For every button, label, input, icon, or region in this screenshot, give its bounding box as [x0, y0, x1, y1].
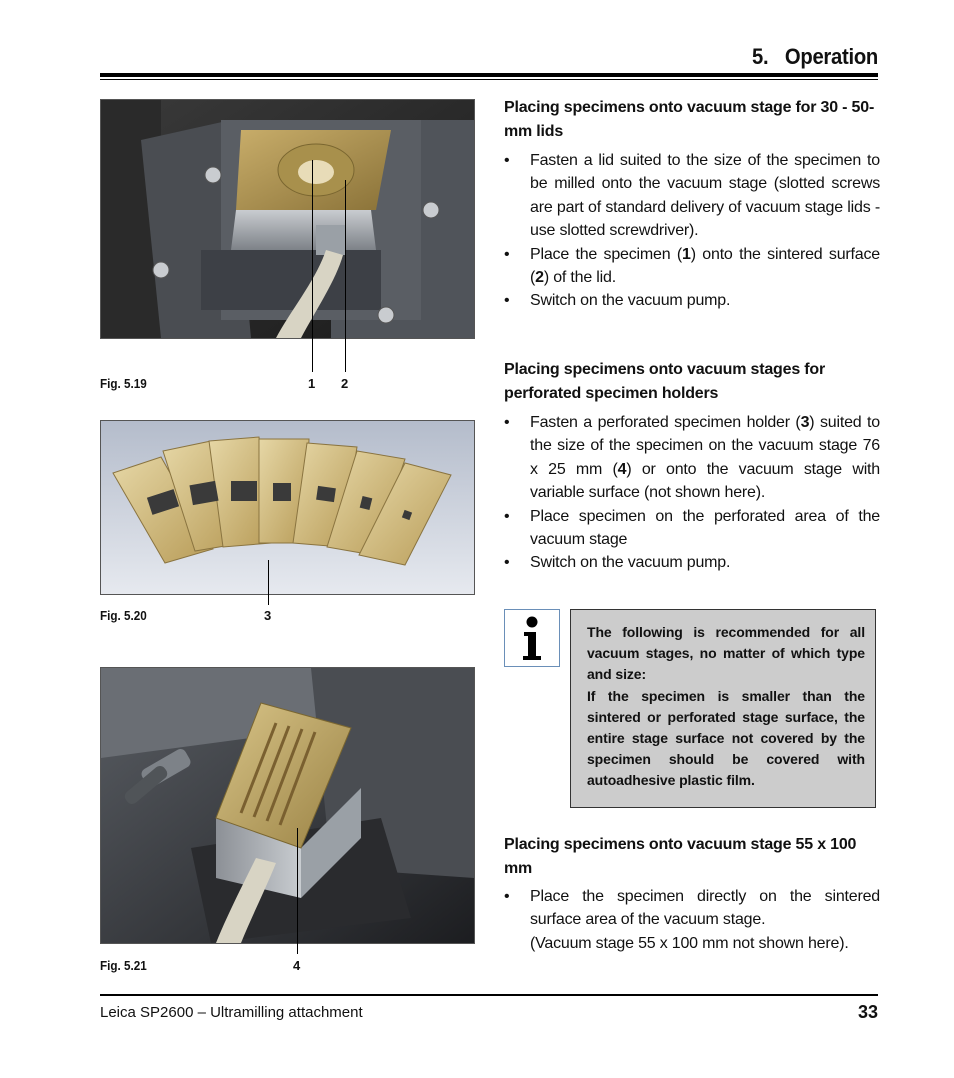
section-header — [622, 44, 878, 70]
callout-1-leader — [312, 160, 313, 372]
figure-5-20-photo — [100, 420, 475, 595]
list-item: • Place the specimen (1) onto the sintered surface (2) of the lid. — [504, 245, 880, 287]
list-item: • Fasten a lid suited to the size of the specimen to be milled onto the vacuum stage (slotted screws are part of standard delivery of vacuum stage lids - use slotted screwdriver). — [504, 152, 880, 240]
figure-5-21-photo — [100, 667, 475, 944]
info-note-line-1: The following is recommended for all vacuum stages, no matter of which type and size: — [587, 624, 865, 683]
list-item: • Place the specimen directly on the sintered surface area of the vacuum stage. (Vacuum stage 55 x 100 mm not shown here). — [504, 888, 880, 952]
callout-3: 3 — [264, 608, 272, 623]
info-note — [570, 609, 876, 808]
bullet-list-section-2 — [504, 411, 880, 575]
info-icon — [504, 609, 560, 667]
list-item: • Switch on the vacuum pump. — [504, 292, 731, 310]
list-item: • Fasten a perforated specimen holder (3) suited to the size of the specimen on the vacuum stage 76 x 25 mm (4) or onto the vacuum stage with variable surface (not shown here). — [504, 414, 881, 502]
callout-1: 1 — [308, 376, 316, 391]
header-rule — [100, 73, 878, 77]
footer-text: Leica SP2600 – Ultramilling attachment — [100, 1004, 363, 1021]
figure-5-19-photo — [100, 99, 475, 339]
section-heading-perforated-holders: Placing specimens onto vacuum stages for perforated specimen holders — [504, 361, 825, 402]
figure-label-5-19: Fig. 5.19 — [100, 376, 147, 391]
page-number: 33 — [857, 1002, 878, 1022]
callout-3-leader — [268, 560, 269, 605]
figure-label-5-21: Fig. 5.21 — [100, 958, 147, 973]
callout-2: 2 — [341, 376, 349, 391]
list-item: • Switch on the vacuum pump. — [504, 554, 731, 572]
figure-label-5-20: Fig. 5.20 — [100, 608, 147, 623]
callout-2-leader — [345, 180, 346, 372]
callout-4: 4 — [293, 958, 301, 973]
list-item: • Place specimen on the perforated area of the vacuum stage — [504, 507, 880, 549]
header-rule-thin — [100, 79, 878, 80]
section-heading-30-50mm-lids: Placing specimens onto vacuum stage for 30 - 50-mm lids — [504, 99, 875, 140]
info-note-line-2: If the specimen is smaller than the sintered or perforated stage surface, the entire stage surface not covered by the specimen should be covered with autoadhesive plastic film. — [587, 687, 865, 789]
bullet-list-section-1 — [504, 149, 880, 313]
section-title: Operation — [784, 44, 878, 69]
footer-rule — [100, 994, 878, 996]
callout-4-leader — [297, 828, 298, 954]
section-heading-55x100-stage: Placing specimens onto vacuum stage 55 x 100 mm — [504, 836, 857, 877]
bullet-list-section-3 — [504, 885, 880, 955]
section-number: 5. — [752, 44, 769, 69]
